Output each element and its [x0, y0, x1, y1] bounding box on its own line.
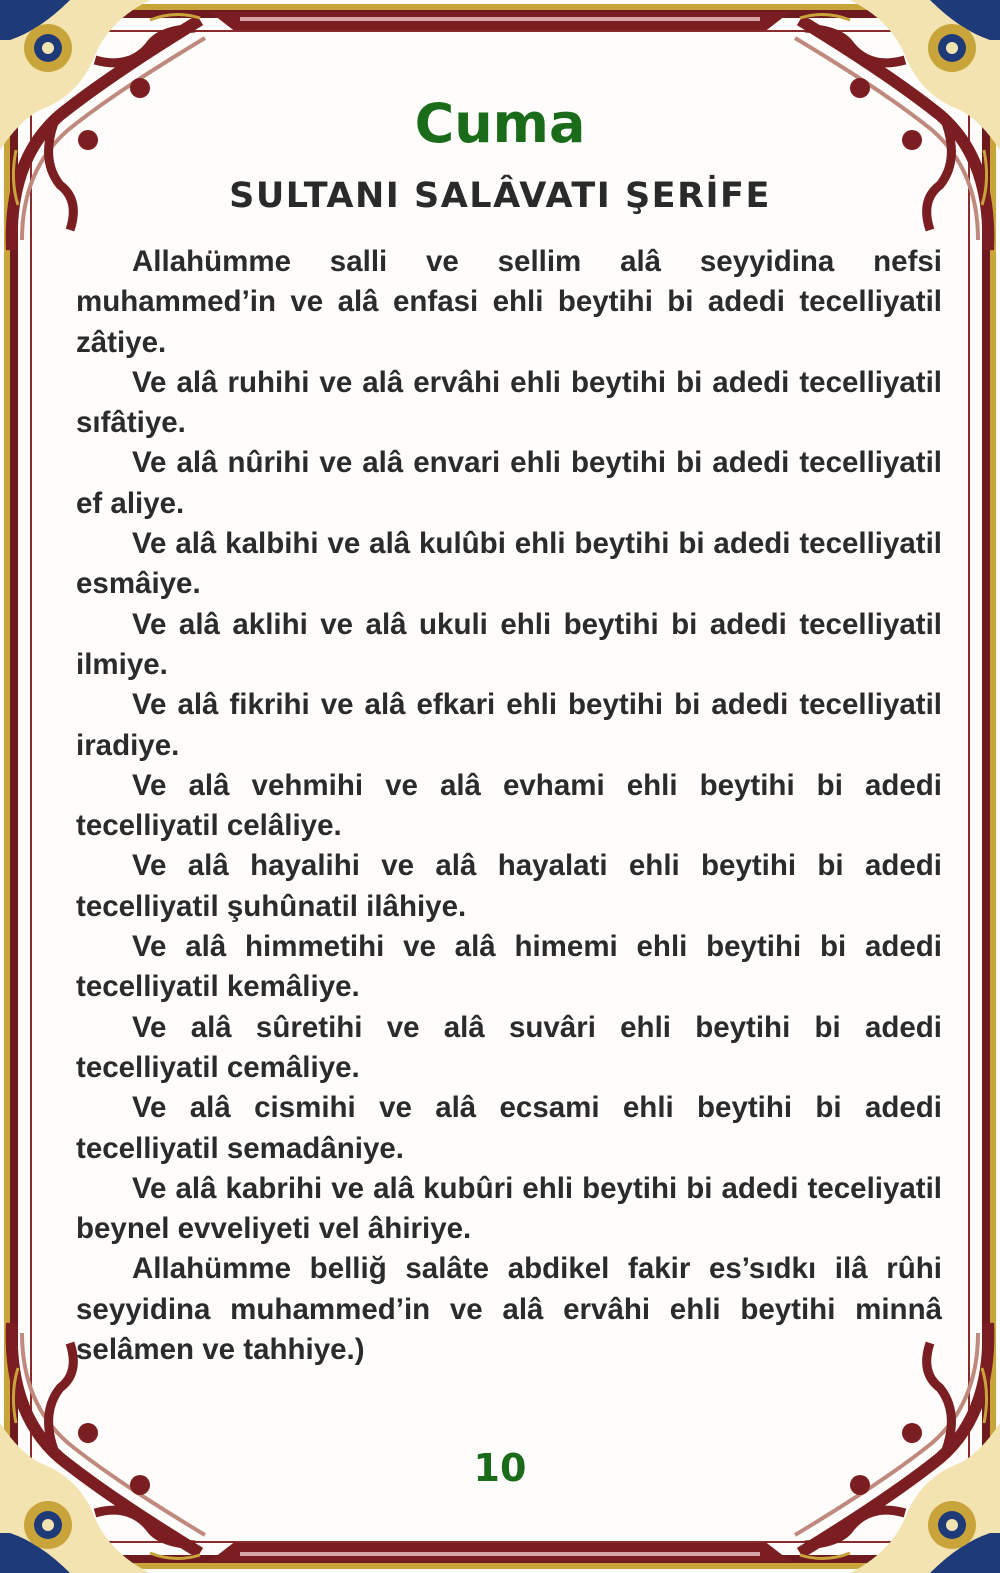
paragraph: Ve alâ fikrihi ve alâ efkari ehli beytihi bi adedi tecelliyatil iradiye.	[76, 688, 942, 762]
paragraph: Ve alâ hayalihi ve alâ hayalati ehli beytihi bi adedi tecelliyatil şuhûnatil ilâhiye.	[76, 849, 942, 923]
paragraph: Ve alâ kalbihi ve alâ kulûbi ehli beytihi bi adedi tecelliyatil esmâiye.	[76, 527, 942, 601]
paragraph: Ve alâ himmetihi ve alâ himemi ehli beytihi bi adedi tecelliyatil kemâliye.	[76, 930, 942, 1004]
paragraph: Ve alâ cismihi ve alâ ecsami ehli beytihi bi adedi tecelliyatil semadâniye.	[76, 1091, 942, 1165]
page-title: Cuma	[414, 92, 586, 155]
prayer-text	[76, 242, 942, 1370]
top-border-bar	[210, 12, 790, 30]
paragraph: Ve alâ ruhihi ve alâ ervâhi ehli beytihi bi adedi tecelliyatil sıfâtiye.	[76, 365, 942, 440]
paragraph: Ve alâ aklihi ve alâ ukuli ehli beytihi bi adedi tecelliyatil ilmiye.	[76, 607, 942, 681]
paragraph: Allahümme belliğ salâte abdikel fakir es’sıdkı ilâ rûhi seyyidina muhammed’in ve alâ ervâhi ehli beytihi minnâ selâmen ve tahhiye.)	[76, 1252, 942, 1367]
paragraph: Ve alâ nûrihi ve alâ envari ehli beytihi bi adedi tecelliyatil ef aliye.	[76, 446, 942, 520]
bottom-border-highlight	[240, 1552, 760, 1556]
paragraph: Allahümme salli ve sellim alâ seyyidina nefsi muhammed’in ve alâ enfasi ehli beytihi bi adedi tecelliyatil zâtiye.	[76, 245, 942, 359]
page-number: 10	[473, 1446, 527, 1490]
paragraph: Ve alâ vehmihi ve alâ evhami ehli beytihi bi adedi tecelliyatil celâliye.	[76, 768, 942, 843]
top-border-highlight	[240, 17, 760, 21]
paragraph: Ve alâ kabrihi ve alâ kubûri ehli beytihi bi adedi teceliyatil beynel evveliyeti vel âhiriye.	[76, 1171, 942, 1246]
paragraph: Ve alâ sûretihi ve alâ suvâri ehli beytihi bi adedi tecelliyatil cemâliye.	[76, 1010, 942, 1084]
page-subtitle: SULTANI SALÂVATI ŞERİFE	[229, 176, 771, 216]
